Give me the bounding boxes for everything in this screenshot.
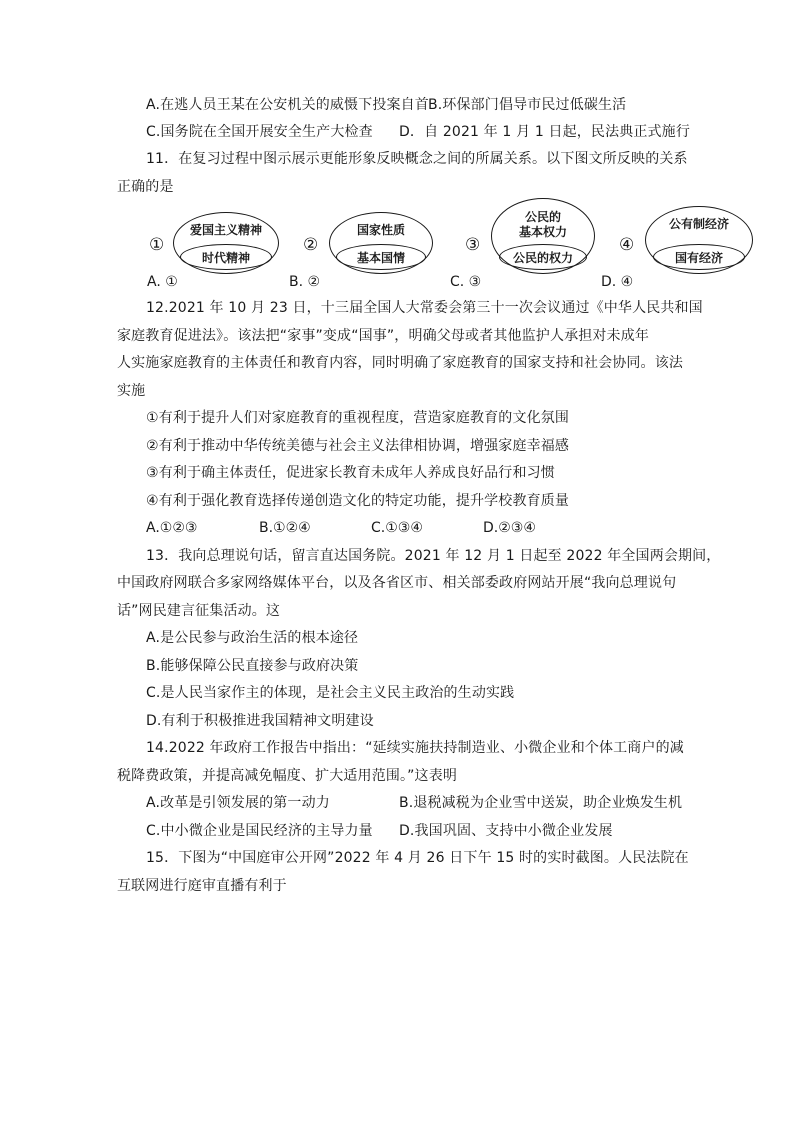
figure-number: ②	[303, 235, 319, 255]
q15-stem-line2: 互联网进行庭审直播有利于	[117, 878, 287, 894]
q12-option-d: D.②③④	[483, 520, 536, 536]
q10-option-d: D．自 2021 年 1 月 1 日起，民法典正式施行	[399, 124, 690, 140]
q11-option-d: D. ④	[601, 274, 634, 290]
q14-option-b: B.退税减税为企业雪中送炭，助企业焕发生机	[399, 795, 683, 811]
q12-stem-line3: 人实施家庭教育的主体责任和教育内容，同时明确了家庭教育的国家支持和社会协同。该法	[117, 355, 683, 371]
figure-number: ④	[619, 235, 635, 255]
outer-label-line1: 公民的	[524, 210, 561, 224]
q10-option-c: C.国务院在全国开展安全生产大检查	[146, 124, 373, 140]
q13-stem-line2: 中国政府网联合多家网络媒体平台，以及各省区市、相关部委政府网站开展“我向总理说句	[117, 575, 677, 591]
q11-option-a: A. ①	[147, 274, 178, 290]
outer-label: 国家性质	[356, 223, 405, 237]
outer-label-line2: 基本权力	[518, 225, 567, 239]
q10-option-b: B.环保部门倡导市民过低碳生活	[428, 97, 627, 113]
q11-option-c: C. ③	[450, 274, 482, 290]
q14-option-c: C.中小微企业是国民经济的主导力量	[146, 823, 373, 839]
outer-label: 爱国主义精神	[189, 223, 262, 237]
q13-option-d: D.有利于积极推进我国精神文明建设	[146, 713, 374, 729]
q12-option-a: A.①②③	[146, 520, 198, 536]
q10-option-a: A.在逃人员王某在公安机关的威慑下投案自首	[146, 97, 429, 113]
q13-option-c: C.是人民当家作主的体现，是社会主义民主政治的生动实践	[146, 685, 515, 701]
inner-oval: 时代精神	[180, 244, 272, 270]
q14-option-d: D.我国巩固、支持中小微企业发展	[399, 823, 613, 839]
q12-stem-line2: 家庭教育促进法》。该法把“家事”变成“国事”，明确父母或者其他监护人承担对未成年	[117, 328, 650, 344]
q13-option-b: B.能够保障公民直接参与政府决策	[146, 658, 359, 674]
q11-option-b: B. ②	[289, 274, 321, 290]
q14-option-a: A.改革是引领发展的第一动力	[146, 795, 330, 811]
q11-stem-line1: 11．在复习过程中图示展示更能形象反映概念之间的所属关系。以下图文所反映的关系	[146, 151, 688, 167]
q12-option-c: C.①③④	[371, 520, 423, 536]
q12-statement-4: ④有利于强化教育选择传递创造文化的特定功能，提升学校教育质量	[146, 493, 570, 509]
q12-stem-line1: 12.2021 年 10 月 23 日，十三届全国人大常委会第三十一次会议通过《中华人民共和国	[146, 300, 703, 316]
q12-stem-line4: 实施	[117, 383, 146, 399]
inner-oval: 基本国情	[336, 244, 426, 270]
q14-stem-line2: 税降费政策，并提高减免幅度、扩大适用范围。”这表明	[117, 768, 458, 784]
figure-number: ③	[465, 235, 481, 255]
figure-number: ①	[149, 235, 165, 255]
q14-stem-line1: 14.2022 年政府工作报告中指出：“延续实施扶持制造业、小微企业和个体工商户的减	[146, 740, 684, 756]
q12-statement-1: ①有利于提升人们对家庭教育的重视程度，营造家庭教育的文化氛围	[146, 410, 570, 426]
q12-statement-3: ③有利于确主体责任，促进家长教育未成年人养成良好品行和习惯	[146, 465, 555, 481]
q11-stem-line2: 正确的是	[117, 179, 174, 195]
outer-label: 公有制经济	[668, 217, 729, 231]
inner-oval: 国有经济	[653, 244, 745, 270]
q12-statement-2: ②有利于推动中华传统美德与社会主义法律相协调，增强家庭幸福感	[146, 438, 570, 454]
q13-option-a: A.是公民参与政治生活的根本途径	[146, 630, 359, 646]
q15-stem-line1: 15．下图为“中国庭审公开网”2022 年 4 月 26 日下午 15 时的实时截图。人民法院在	[146, 850, 689, 866]
q13-stem-line3: 话”网民建言征集活动。这	[117, 603, 281, 619]
q11-figure-row	[117, 202, 757, 294]
inner-oval: 公民的权力	[499, 244, 587, 270]
q13-stem-line1: 13．我向总理说句话，留言直达国务院。2021 年 12 月 1 日起至 2022 年全国两会期间，	[146, 548, 721, 564]
q12-option-b: B.①②④	[259, 520, 311, 536]
